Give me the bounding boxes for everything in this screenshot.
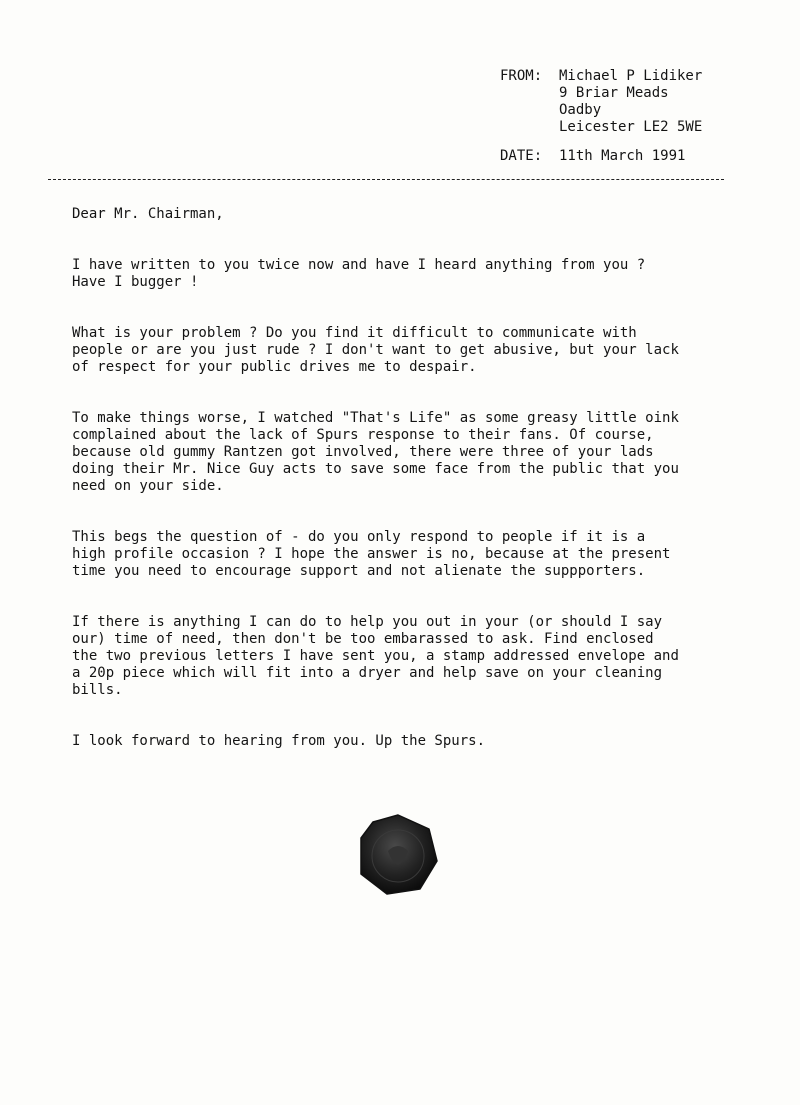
sender-street: 9 Briar Meads: [559, 85, 669, 101]
sender-city-postcode: Leicester LE2 5WE: [559, 119, 703, 135]
sender-name: Michael P Lidiker: [559, 68, 703, 84]
letter-body: [72, 206, 777, 750]
sender-address: [559, 68, 702, 136]
paragraph-3: To make things worse, I watched "That's Life" as some greasy little oink complained about the lack of Spurs response to their fans. Of course, because old gummy Rantzen got involved, there were three of your lads doing their Mr. Nice Guy acts to save some face from the public that you need on your side.: [72, 410, 679, 494]
paragraph-2: What is your problem ? Do you find it difficult to communicate with people or are you just rude ? I don't want to get abusive, but your lack of respect for your public drives me to despair.: [72, 325, 679, 375]
paragraph-5: If there is anything I can do to help you out in your (or should I say our) time of need, then don't be too embarassed to ask. Find enclosed the two previous letters I have sent you, a stamp addressed envelope and a 20p piece which will fit into a dryer and help save on your cleaning bills.: [72, 614, 679, 698]
from-label: FROM:: [500, 68, 543, 84]
date-label: DATE:: [500, 148, 543, 164]
coin-icon: [356, 813, 440, 897]
paragraph-1: I have written to you twice now and have I heard anything from you ? Have I bugger !: [72, 257, 646, 290]
paragraph-6: I look forward to hearing from you. Up the Spurs.: [72, 733, 486, 749]
paragraph-4: This begs the question of - do you only respond to people if it is a high profile occasion ? I hope the answer is no, because at the present time you need to encourage support and not alienate the suppporters.: [72, 529, 671, 579]
salutation: Dear Mr. Chairman,: [72, 206, 224, 222]
date-value: 11th March 1991: [559, 148, 686, 164]
dashed-divider: [48, 179, 724, 180]
sender-town: Oadby: [559, 102, 602, 118]
